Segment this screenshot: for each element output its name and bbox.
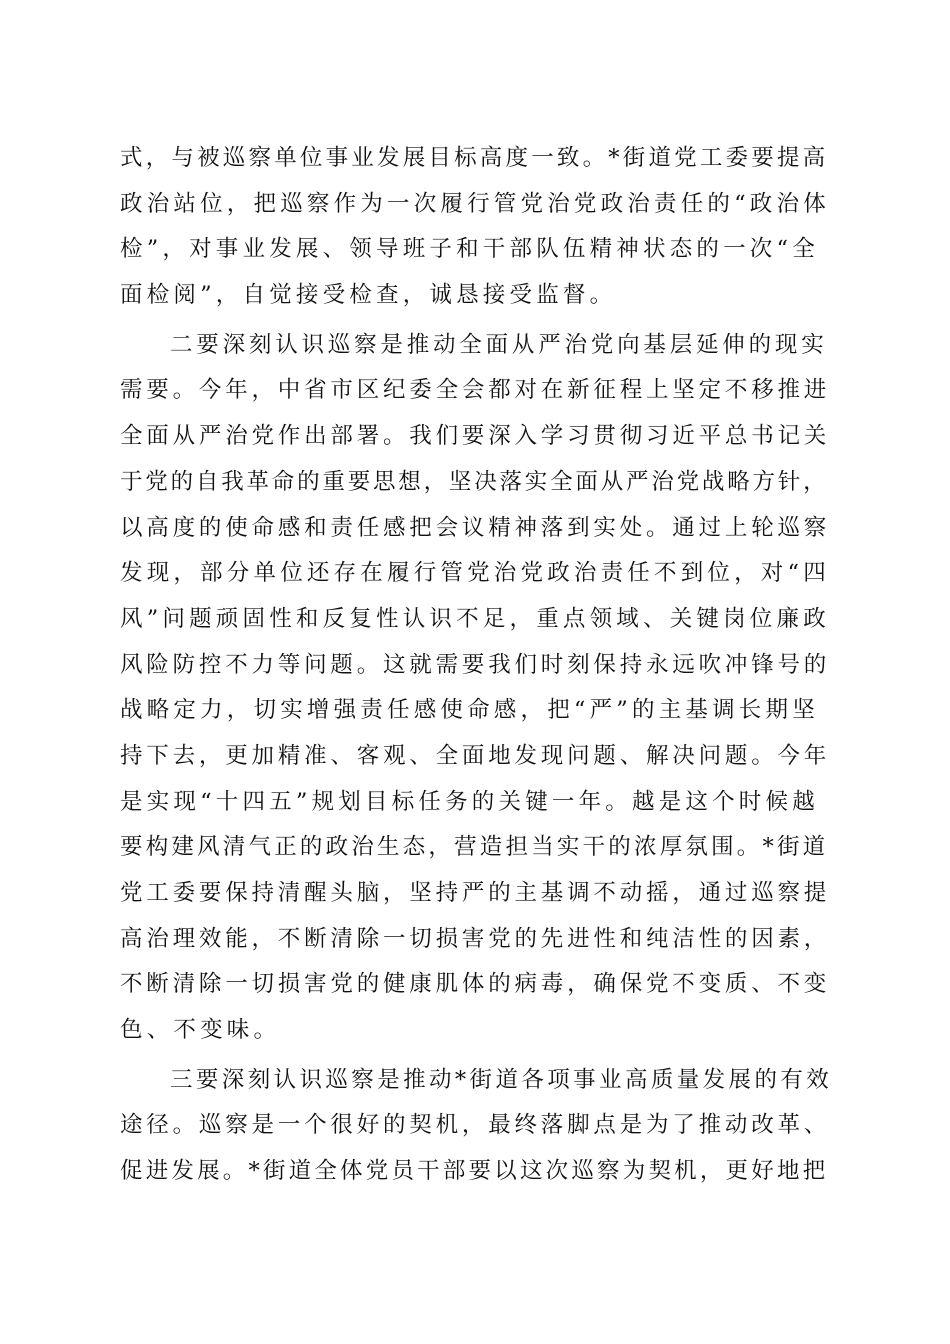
text-line: 党工委要保持清醒头脑，坚持严的主基调不动摇，通过巡察提	[120, 880, 831, 906]
paragraph-continuation	[120, 136, 832, 319]
text-line: 全面从严治党作出部署。我们要深入学习贯彻习近平总书记关	[120, 423, 831, 450]
paragraph-third-point	[120, 1058, 832, 1195]
text-line: 风险防控不力等问题。这就需要我们时刻保持永远吹冲锋号的	[120, 651, 831, 678]
text-line: 要构建风清气正的政治生态，营造担当实干的浓厚氛围。*街道	[120, 834, 829, 861]
text-line: 风”问题顽固性和反复性认识不足，重点领域、关键岗位廉政	[120, 605, 830, 632]
text-line: 面检阅”，自觉接受检查，诚恳接受监督。	[120, 282, 617, 309]
text-line: 以高度的使命感和责任感把会议精神落到实处。通过上轮巡察	[120, 514, 831, 541]
text-line: 于党的自我革命的重要思想，坚决落实全面从严治党战略方针，	[120, 468, 829, 495]
text-line: 高治理效能，不断清除一切损害党的先进性和纯洁性的因素，	[120, 925, 831, 952]
text-line: 不断清除一切损害党的健康肌体的病毒，确保党不变质、不变	[120, 971, 831, 998]
text-line: 色、不变味。	[120, 1017, 281, 1044]
text-line: 三要深刻认识巡察是推动*街道各项事业高质量发展的有效	[170, 1066, 833, 1093]
text-line: 战略定力，切实增强责任感使命感，把“严”的主基调长期坚	[120, 697, 819, 724]
text-line: 式，与被巡察单位事业发展目标高度一致。*街道党工委要提高	[120, 145, 829, 171]
text-line: 检”，对事业发展、领导班子和干部队伍精神状态的一次“全	[120, 236, 819, 263]
text-line: 途径。巡察是一个很好的契机，最终落脚点是为了推动改革、	[120, 1112, 831, 1139]
paragraph-second-point	[120, 323, 832, 1054]
text-line: 是实现“十四五”规划目标任务的关键一年。越是这个时候越	[120, 788, 819, 815]
text-line: 需要。今年，中省市区纪委全会都对在新征程上坚定不移推进	[120, 377, 831, 404]
text-line: 二要深刻认识巡察是推动全面从严治党向基层延伸的现实	[170, 331, 828, 358]
text-line: 发现，部分单位还存在履行管党治党政治责任不到位，对“四	[120, 560, 830, 587]
text-line: 政治站位，把巡察作为一次履行管党治党政治责任的“政治体	[120, 190, 830, 217]
text-line: 持下去，更加精准、客观、全面地发现问题、解决问题。今年	[120, 742, 831, 769]
text-line: 促进发展。*街道全体党员干部要以这次巡察为契机，更好地把	[120, 1158, 829, 1185]
document-body	[120, 136, 832, 1195]
